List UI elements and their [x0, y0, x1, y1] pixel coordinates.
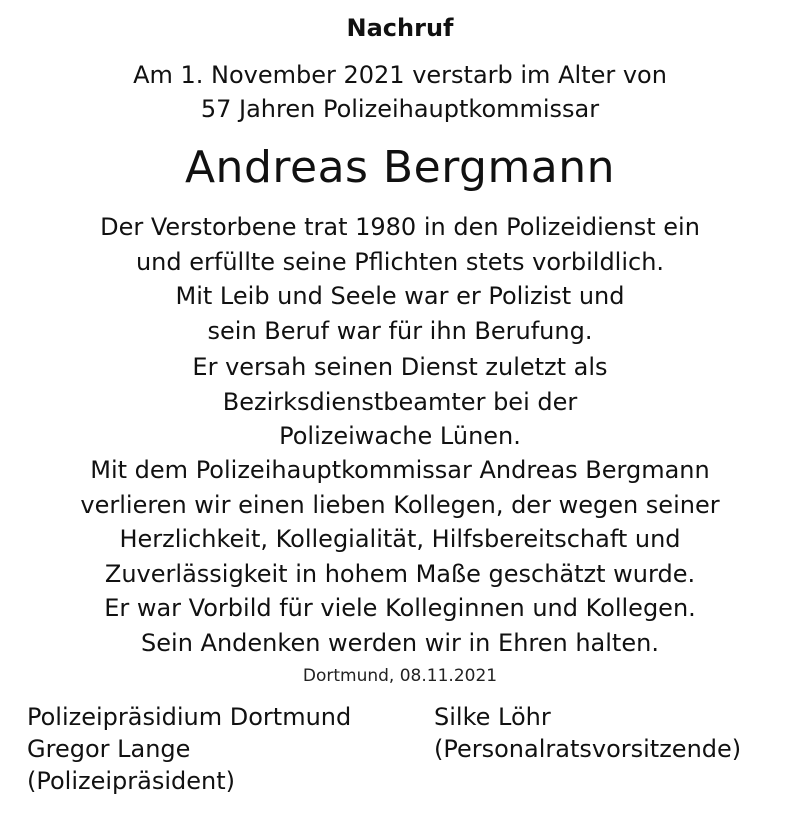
career-paragraph [0, 210, 800, 348]
deceased-name: Andreas Bergmann [184, 142, 616, 193]
notice-heading: Nachruf [346, 14, 454, 42]
signature-line: Silke Löhr [434, 703, 551, 731]
paragraph-line: Er versah seinen Dienst zuletzt als [192, 353, 608, 381]
paragraph-line: Herzlichkeit, Kollegialität, Hilfsbereitschaft und [119, 525, 681, 553]
paragraph-line: verlieren wir einen lieben Kollegen, der wegen seiner [80, 490, 720, 519]
signature-staff-council [434, 701, 741, 765]
signature-line: Gregor Lange [27, 735, 191, 763]
paragraph-line: Mit Leib und Seele war er Polizist und [175, 282, 625, 310]
paragraph-line: Mit dem Polizeihauptkommissar Andreas Bergmann [90, 456, 710, 484]
paragraph-line: und erfüllte seine Pflichten stets vorbildlich. [135, 247, 665, 276]
intro-line: Am 1. November 2021 verstarb im Alter von [133, 61, 667, 89]
intro-line: 57 Jahren Polizeihauptkommissar [200, 95, 600, 123]
paragraph-line: Der Verstorbene trat 1980 in den Polizeidienst ein [100, 213, 700, 241]
paragraph-line: Er war Vorbild für viele Kolleginnen und Kollegen. [104, 594, 696, 622]
paragraph-line: sein Beruf war für ihn Berufung. [207, 316, 593, 345]
paragraph-line: Polizeiwache Lünen. [279, 422, 521, 450]
place-date: Dortmund, 08.11.2021 [302, 666, 498, 686]
paragraph-line: Sein Andenken werden wir in Ehren halten. [141, 628, 659, 657]
signature-line: (Polizeipräsident) [27, 767, 235, 795]
tribute-paragraph [0, 453, 800, 660]
signature-police-president [27, 701, 351, 797]
signature-line: Polizeipräsidium Dortmund [27, 703, 352, 731]
paragraph-line: Bezirksdienstbeamter bei der [222, 387, 578, 416]
intro-text [0, 58, 800, 126]
last-post-paragraph [0, 350, 800, 454]
signature-line: (Personalratsvorsitzende) [434, 735, 742, 763]
paragraph-line: Zuverlässigkeit in hohem Maße geschätzt wurde. [104, 559, 696, 588]
